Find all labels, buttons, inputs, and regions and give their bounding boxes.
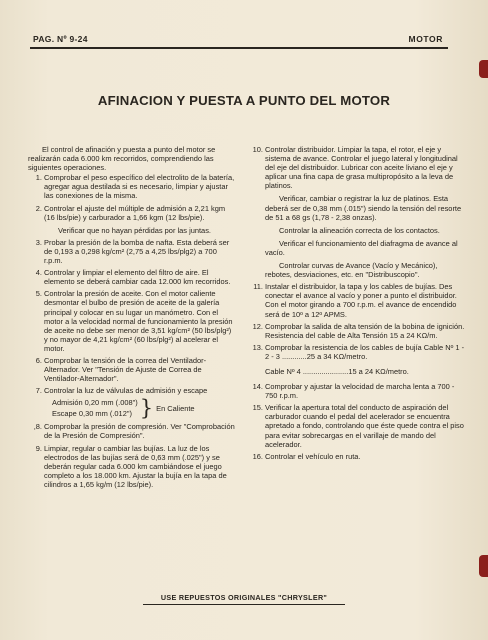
admission-clearance: Admisión 0,20 mm (.008") [52, 398, 138, 408]
item-number: 9. [35, 443, 42, 453]
item-text: Probar la presión de la bomba de nafta. Esta deberá ser de 0,193 a 0,298 kg/cm² (2,75 a 4,25 lbs/plg2) a 700 r.p.m. [44, 237, 230, 266]
item-number: 11. [253, 282, 263, 292]
item-number: 16. [252, 451, 263, 461]
right-column [249, 145, 465, 464]
exhaust-clearance: Escape 0,30 mm (.012") [52, 409, 132, 419]
item-subtext: Verificar el funcionamiento del diafragma de avance al vacío. [265, 238, 458, 257]
item-number: 15. [252, 403, 263, 413]
item-subtext: Verificar que no hayan pérdidas por las juntas. [58, 225, 211, 235]
list-item [28, 444, 236, 489]
item-number: ,8. [33, 422, 42, 432]
item-text: Instalar el distribuidor, la tapa y los cables de bujías. Des conectar el avance al vacío y poner a punto el distribuidor. Con el motor girando a 700 r.p.m. el avance de encendido será de 10º a 12º APMS. [265, 282, 457, 319]
list-item [249, 282, 465, 318]
footer-note: USE REPUESTOS ORIGINALES "CHRYSLER" [160, 593, 328, 602]
item-text: Controlar la presión de aceite. Con el motor caliente desmontar el bulbo de presión de aceite de la galería principal y colocar en su lugar un manómetro. Con el motor a la velocidad normal de funcionamiento la presión de aceite no debe ser menor de 3,51 kg/cm² (50 lbs/plg²) y no mayor de 4,21 kg/cm² (60 lbs/plg²) al acelerar el motor. [44, 289, 233, 353]
list-item [28, 386, 236, 419]
list-item [28, 422, 236, 440]
list-item [28, 204, 236, 235]
item-number: 4. [35, 268, 42, 278]
item-text: Controlar la luz de válvulas de admisión y escape [44, 386, 208, 396]
page-title: AFINACION Y PUESTA A PUNTO DEL MOTOR [97, 93, 391, 108]
page-number: PAG. Nº 9-24 [33, 34, 88, 44]
item-text: Comprobar el peso específico del electrolito de la batería, agregar agua destilada si es necesario, limpiar y ajustar las conexiones de la misma. [44, 173, 235, 201]
page-edge-tab [479, 555, 488, 577]
item-text: Controlar el ajuste del múltiple de admisión a 2,21 kgm (16 lbs/pie) y carburador a 1,66 kgm (12 lbs/pie). [44, 203, 226, 222]
brace-icon: } [139, 396, 154, 421]
footer-rule [143, 604, 345, 605]
list-item [28, 289, 236, 353]
item-number: 7. [35, 386, 42, 396]
item-number: 10. [252, 145, 263, 154]
item-text: Limpiar, regular o cambiar las bujías. La luz de los electrodos de las bujías será de 0,63 mm (.025") y se deberán regular cada 6.000 km cambiándose el juego completo a los 18.000 km. Ajustar la bujía en la tapa de cilindros a 1,65 kg/m (12 lbs/pie). [44, 443, 227, 489]
item-subtext: Controlar la alineación correcta de los contactos. [279, 225, 440, 235]
item-number: 14. [252, 382, 263, 392]
section-name: MOTOR [408, 34, 443, 44]
list-item [249, 452, 465, 461]
item-number: 6. [35, 355, 42, 365]
item-text: Comprobar la tensión de la correa del Ventilador-Alternador. Ver "Tensión de Ajuste de Correa de Ventilador-Alternador". [44, 355, 207, 384]
item-subtext: Controlar curvas de Avance (Vacío y Mecánico), rebotes, desviaciones, etc. en "Distribuscopio". [265, 261, 438, 280]
list-item [28, 173, 236, 200]
item-text: Comprobar la presión de compresión. Ver "Comprobación de la Presión de Compresión". [44, 422, 235, 441]
item-number: 5. [35, 289, 42, 299]
item-text: Controlar el vehículo en ruta. [265, 451, 361, 461]
item-number: 2. [35, 203, 42, 213]
item-number: 13. [252, 342, 263, 352]
hot-condition-label: En Caliente [156, 403, 195, 413]
item-text: Comprobar la salida de alta tensión de la bobina de ignición. Resistencia del cable de Alta Tensión 15 a 24 KΩ/m. [265, 321, 465, 340]
list-item [249, 343, 465, 361]
item-text: Controlar distribuidor. Limpiar la tapa, el rotor, el eje y sistema de avance. Controlar el juego lateral y longitudinal del eje del distribuidor. Lubricar con aceite liviano el eje y aplicar una fina capa de grasa multipropósito a la leva de platinos. [265, 145, 458, 191]
item-text: Comprobar la resistencia de los cables de bujía Cable Nº 1 - 2 - 3 ............25 a 34 KΩ/metro. [265, 342, 465, 361]
list-item [28, 356, 236, 383]
list-item [249, 322, 465, 340]
item-text: Comprobar y ajustar la velocidad de marcha lenta a 700 - 750 r.p.m. [265, 382, 455, 401]
list-item [249, 382, 465, 400]
list-item [249, 145, 465, 279]
page-edge-tab [479, 60, 488, 78]
header-rule [30, 47, 448, 49]
left-column [28, 145, 236, 492]
intro-paragraph: El control de afinación y puesta a punto del motor se realizarán cada 6.000 km recorridos, comprendiendo las siguientes operaciones. [28, 145, 216, 173]
item-number: 3. [35, 237, 42, 247]
list-item [28, 238, 236, 265]
valve-clearance-block [44, 397, 236, 419]
item-text: Verificar la apertura total del conducto de aspiración del carburador cuando el pedal del acelerador se encuentra apretado a fondo, controlando que éste quede contra el piso para evitar sobrecargas en el varillaje de mando del acelerador. [265, 403, 464, 449]
list-item [28, 268, 236, 286]
item-text: Controlar y limpiar el elemento del filtro de aire. El elemento se deberá cambiar cada 12.000 km recorridos. [44, 268, 231, 287]
item-subtext: Verificar, cambiar o registrar la luz de platinos. Esta deberá ser de 0,38 mm (.015") siendo la tensión del resorte de 51 a 68 gs (1,78 - 2,38 onzas). [265, 194, 462, 222]
list-item [249, 403, 465, 448]
item-number: 12. [252, 321, 263, 331]
item-number: 1. [35, 173, 42, 183]
cable-4-resistance: Cable Nº 4 ......................15 a 24 KΩ/metro. [265, 366, 409, 376]
